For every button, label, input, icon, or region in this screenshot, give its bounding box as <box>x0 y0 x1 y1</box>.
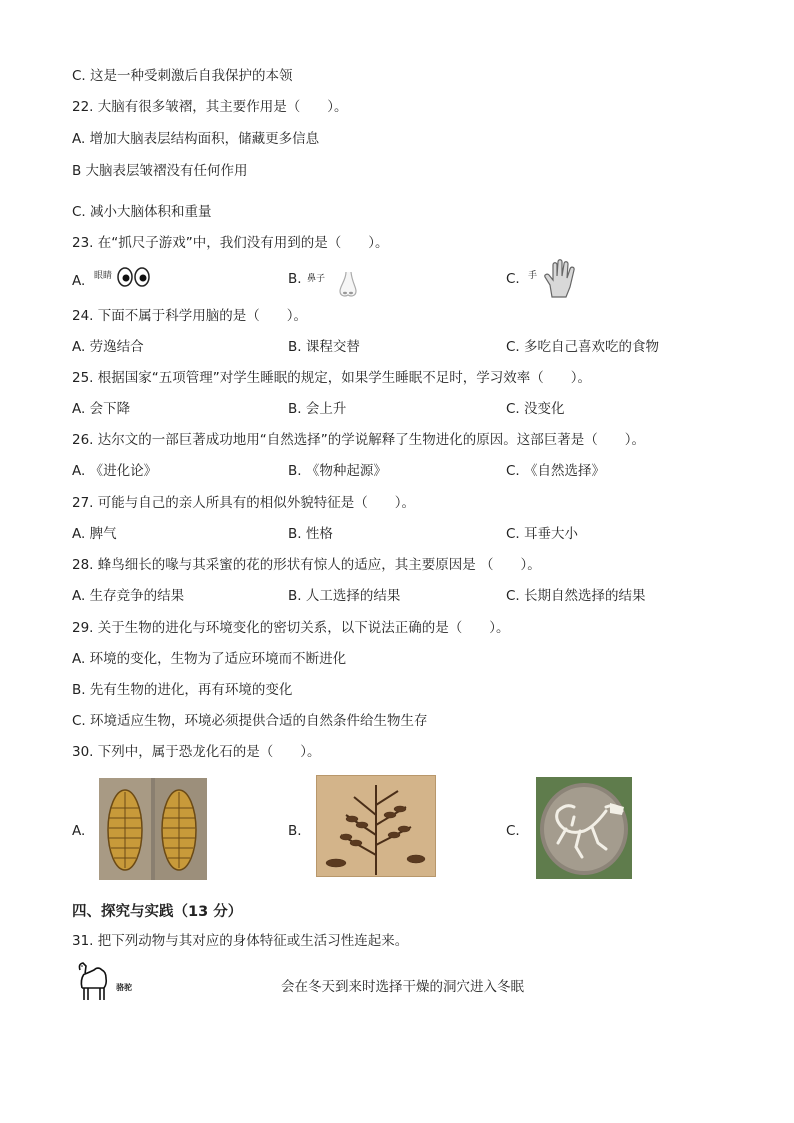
q25-option-a: A. 会下降 <box>72 401 131 417</box>
q30-option-c-letter: C. <box>506 823 520 839</box>
q29-option-a: A. 环境的变化，生物为了适应环境而不断进化 <box>72 651 347 667</box>
q30-option-a-letter: A. <box>72 823 86 839</box>
q27-option-c: C. 耳垂大小 <box>506 526 579 542</box>
q22-stem: 22. 大脑有很多皱褶，其主要作用是（ ）。 <box>72 99 348 115</box>
q22-option-b: B 大脑表层皱褶没有任何作用 <box>72 163 248 179</box>
q25-option-b: B. 会上升 <box>288 401 347 417</box>
q23-option-c-letter: C. <box>506 271 520 287</box>
q24-stem: 24. 下面不属于科学用脑的是（ ）。 <box>72 308 308 324</box>
trilobite-fossil-image <box>99 778 207 880</box>
q28-option-a: A. 生存竞争的结果 <box>72 588 185 604</box>
q25-stem: 25. 根据国家“五项管理”对学生睡眠的规定，如果学生睡眠不足时，学习效率（ ）。 <box>72 370 591 386</box>
q30-option-b-letter: B. <box>288 823 302 839</box>
q23-option-b-label: 鼻子 <box>307 274 326 284</box>
q24-option-a: A. 劳逸结合 <box>72 339 144 355</box>
q28-option-c: C. 长期自然选择的结果 <box>506 588 646 604</box>
q30-stem: 30. 下列中，属于恐龙化石的是（ ）。 <box>72 744 321 760</box>
hand-icon <box>542 259 580 299</box>
q24-option-b: B. 课程交替 <box>288 339 360 355</box>
q29-stem: 29. 关于生物的进化与环境变化的密切关系，以下说法正确的是（ ）。 <box>72 620 510 636</box>
q27-stem: 27. 可能与自己的亲人所具有的相似外貌特征是（ ）。 <box>72 495 416 511</box>
q31-stem: 31. 把下列动物与其对应的身体特征或生活习性连起来。 <box>72 933 409 949</box>
q26-option-b: B. 《物种起源》 <box>288 463 387 479</box>
q23-option-c-label: 手 <box>528 271 538 281</box>
q28-option-b: B. 人工选择的结果 <box>288 588 401 604</box>
q26-stem: 26. 达尔文的一部巨著成功地用“自然选择”的学说解释了生物进化的原因。这部巨著是（ ）。 <box>72 432 645 448</box>
q26-option-a: A. 《进化论》 <box>72 463 158 479</box>
q23-option-a-letter: A. <box>72 273 86 289</box>
q23-option-a-label: 眼睛 <box>94 271 113 281</box>
q29-option-c: C. 环境适应生物，环境必须提供合适的自然条件给生物生存 <box>72 713 428 729</box>
q31-habit-text: 会在冬天到来时选择干燥的洞穴进入冬眠 <box>281 979 524 995</box>
q26-option-c: C. 《自然选择》 <box>506 463 606 479</box>
dinosaur-fossil-image <box>536 777 632 879</box>
q23-option-b-letter: B. <box>288 271 302 287</box>
q23-stem: 23. 在“抓尺子游戏”中，我们没有用到的是（ ）。 <box>72 235 389 251</box>
q22-option-c: C. 减小大脑体积和重量 <box>72 204 212 220</box>
nose-icon <box>334 270 362 300</box>
camel-label: 骆驼 <box>116 983 132 992</box>
fern-fossil-image <box>316 775 436 877</box>
q28-stem: 28. 蜂鸟细长的喙与其采蜜的花的形状有惊人的适应，其主要原因是 （ ）。 <box>72 557 541 573</box>
q25-option-c: C. 没变化 <box>506 401 565 417</box>
camel-icon <box>74 960 114 1006</box>
eyes-icon <box>116 266 152 288</box>
section-title: 四、探究与实践（13 分） <box>72 904 243 920</box>
q27-option-a: A. 脾气 <box>72 526 117 542</box>
q21-option-c: C. 这是一种受刺激后自我保护的本领 <box>72 68 293 84</box>
q22-option-a: A. 增加大脑表层结构面积，储藏更多信息 <box>72 131 320 147</box>
q29-option-b: B. 先有生物的进化，再有环境的变化 <box>72 682 293 698</box>
q24-option-c: C. 多吃自己喜欢吃的食物 <box>506 339 660 355</box>
q27-option-b: B. 性格 <box>288 526 333 542</box>
